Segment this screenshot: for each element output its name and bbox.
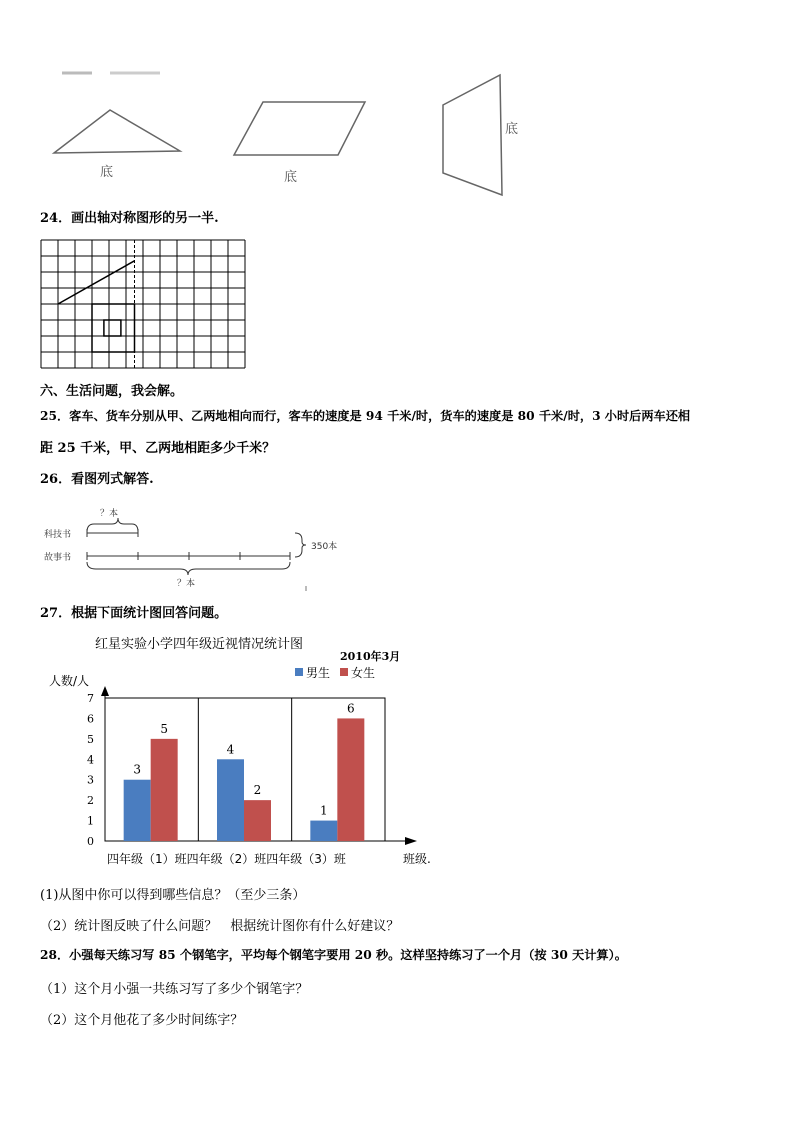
y-tick-label: 7 <box>87 692 94 705</box>
question-26: 26．看图列式解答. <box>40 472 154 487</box>
bar-男生-0 <box>124 780 151 841</box>
bar-value-label: 5 <box>160 721 168 736</box>
bar-女生-2 <box>337 718 364 841</box>
question-27: 27．根据下面统计图回答问题。 <box>40 606 228 621</box>
bar-value-label: 6 <box>347 701 355 716</box>
bar-value-label: 4 <box>226 742 235 757</box>
myopia-bar-chart <box>40 630 440 875</box>
bar-value-label: 1 <box>320 803 328 818</box>
total-label: 350本 <box>311 542 338 552</box>
segment-diagram <box>40 502 350 592</box>
question-28-sub1: （1）这个月小强一共练习写了多少个钢笔字？ <box>40 982 309 997</box>
triangle-base-label: 底 <box>100 165 114 180</box>
top-brace <box>87 518 138 532</box>
legend-label-女生: 女生 <box>351 666 376 680</box>
parallelogram-figure <box>234 102 365 155</box>
parallelogram-base-label: 底 <box>284 170 298 185</box>
x-axis-arrow <box>405 837 417 845</box>
section-six-heading: 六、生活问题，我会解。 <box>40 384 184 399</box>
question-25-line2: 距 25 千米，甲、乙两地相距多少千米？ <box>40 441 276 456</box>
bar-value-label: 2 <box>253 783 262 798</box>
question-24: 24．画出轴对称图形的另一半. <box>40 211 219 226</box>
roof-line <box>58 261 135 304</box>
chart-ylabel: 人数/人 <box>49 674 90 688</box>
legend-swatch-男生 <box>295 668 303 676</box>
x-category-labels: 四年级（1）班四年级（2）班四年级（3）班 <box>107 852 346 866</box>
y-axis-arrow <box>101 686 109 696</box>
bar-value-label: 3 <box>133 762 141 777</box>
y-tick-label: 6 <box>87 712 94 726</box>
question-25-line1: 25．客车、货车分别从甲、乙两地相向而行，客车的速度是 94 千米/时，货车的速度是 80 千米/时，3 小时后两车还相 <box>40 409 691 423</box>
question-28: 28．小强每天练习写 85 个钢笔字，平均每个钢笔字要用 20 秒。这样坚持练习了一个月（按 30 天计算）。 <box>40 948 627 962</box>
bottom-brace <box>87 562 290 575</box>
chart-title: 红星实验小学四年级近视情况统计图 <box>95 637 304 652</box>
y-tick-label: 4 <box>87 753 94 767</box>
right-brace <box>295 533 306 557</box>
legend-label-男生: 男生 <box>306 666 331 680</box>
row2-label: 故事书 <box>44 553 72 563</box>
legend-swatch-女生 <box>340 668 348 676</box>
bar-女生-1 <box>244 800 271 841</box>
top-brace-label: ？本 <box>100 509 119 519</box>
question-27-sub1: (1)从图中你可以得到哪些信息？（至少三条） <box>40 888 306 903</box>
row1-label: 科技书 <box>44 530 72 540</box>
symmetry-grid <box>40 238 246 370</box>
y-tick-label: 1 <box>87 814 94 828</box>
bar-男生-1 <box>217 759 244 841</box>
question-27-sub2: （2）统计图反映了什么问题？ 根据统计图你有什么好建议？ <box>40 919 400 934</box>
question-28-sub2: （2）这个月他花了多少时间练字？ <box>40 1013 244 1028</box>
y-tick-label: 5 <box>87 732 94 746</box>
triangle-figure <box>54 110 180 153</box>
house-wall <box>92 304 135 352</box>
bar-男生-2 <box>310 821 337 841</box>
chart-subtitle: 2010年3月 <box>340 650 401 663</box>
bottom-brace-label: ？本 <box>177 579 196 589</box>
chart-xlabel: 班级. <box>403 852 431 866</box>
house-window <box>104 320 121 336</box>
y-tick-label: 0 <box>87 835 94 848</box>
trapezoid-figure <box>443 75 502 195</box>
bar-女生-0 <box>151 739 178 841</box>
y-tick-label: 2 <box>87 794 94 808</box>
y-tick-label: 3 <box>87 773 94 787</box>
trapezoid-base-label: 底 <box>505 122 519 137</box>
